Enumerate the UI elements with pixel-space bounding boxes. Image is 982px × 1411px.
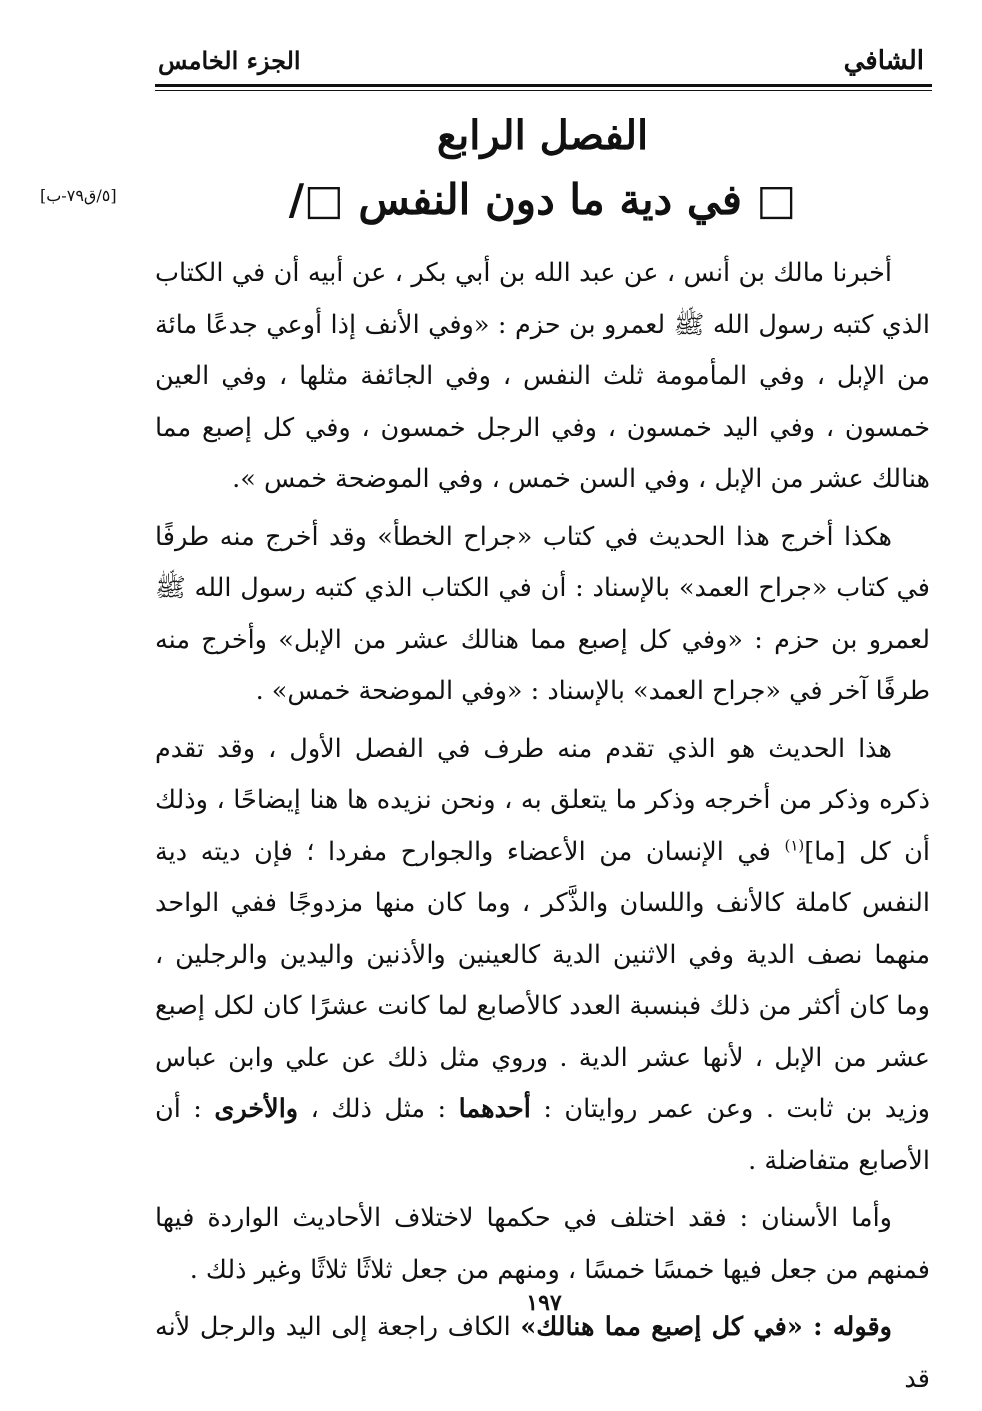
paragraph-2: هكذا أخرج هذا الحديث في كتاب «جراح الخطأ» وقد أخرج منه طرفًا في كتاب «جراح العمد» بالإسناد : أن في الكتاب الذي كتبه رسول الله ﷺ لعمرو بن حزم : «وفي كل إصبع مما هنالك عشر من الإبل» وأخرج منه طرفًا آخر في «جراح العمد» بالإسناد : «وفي الموضحة خمس» .: [155, 521, 930, 706]
paragraph-3-text-cont: في الإنسان من الأعضاء والجوارح مفردا ؛ فإن ديته دية النفس كاملة كالأنف واللسان والذَّكر ، وما كان منها مزدوجًا ففي الواحد منهما نصف الدية وفي الاثنين الدية كالعينين والأذنين واليدين والرجلين ، وما كان أكثر من ذلك فبنسبة العدد كالأصابع لما كانت عشرًا كان لكل إصبع عشر من الإبل ، لأنها عشر الدية . وروي مثل ذلك عن علي وابن عباس وزيد بن ثابت . وعن عمر روايتان :: [155, 836, 930, 1124]
first-narration-text: : مثل ذلك ،: [298, 1094, 459, 1124]
header-rule-thin: [155, 90, 932, 91]
paragraph-4: وأما الأسنان : فقد اختلف في حكمها لاختلاف الأحاديث الواردة فيها فمنهم من جعل فيها خمسًا خمسًا ، ومنهم من جعل ثلاثًا ثلاثًا وغير ذلك .: [155, 1203, 930, 1285]
manuscript-folio-reference: [٥/ق٧٩-ب]: [40, 186, 117, 205]
second-narration-text: : أن الأصابع متفاضلة .: [155, 1094, 930, 1176]
first-narration-label: أحدهما: [458, 1094, 531, 1124]
page-number: ١٩٧: [526, 1290, 562, 1316]
paragraph-5-text: الكاف راجعة إلى اليد والرجل لأنه قد: [155, 1312, 930, 1394]
part-label: الجزء الخامس: [158, 46, 301, 75]
running-header: [150, 40, 930, 84]
book-title: الشافي: [843, 46, 924, 76]
quoted-phrase: وقوله : «في كل إصبع مما هنالك»: [520, 1312, 892, 1342]
section-title: □ في دية ما دون النفس □/: [288, 175, 797, 224]
paragraph-1: أخبرنا مالك بن أنس ، عن عبد الله بن أبي بكر ، عن أبيه أن في الكتاب الذي كتبه رسول الله ﷺ لعمرو بن حزم : «وفي الأنف إذا أوعي جدعًا مائة من الإبل ، وفي المأمومة ثلث النفس ، وفي الجائفة مثلها ، وفي العين خمسون ، وفي اليد خمسون ، وفي الرجل خمسون ، وفي كل إصبع مما هنالك عشر من الإبل ، وفي السن خمس ، وفي الموضحة خمس ».: [155, 258, 930, 494]
paragraph-5: [155, 1302, 930, 1405]
paragraph-3: [155, 724, 930, 1188]
second-narration-label: والأخرى: [214, 1094, 299, 1124]
body-text: [155, 248, 930, 1411]
footnote-marker: (١): [784, 836, 805, 854]
paragraph-3-text: هذا الحديث هو الذي تقدم منه طرف في الفصل الأول ، وقد تقدم ذكره وذكر من أخرجه وذكر ما يتعلق به ، ونحن نزيده ها هنا إيضاحًا ، وذلك أن كل [ما]: [155, 733, 930, 867]
header-rule-thick: [155, 84, 932, 87]
chapter-title: الفصل الرابع: [436, 112, 649, 159]
